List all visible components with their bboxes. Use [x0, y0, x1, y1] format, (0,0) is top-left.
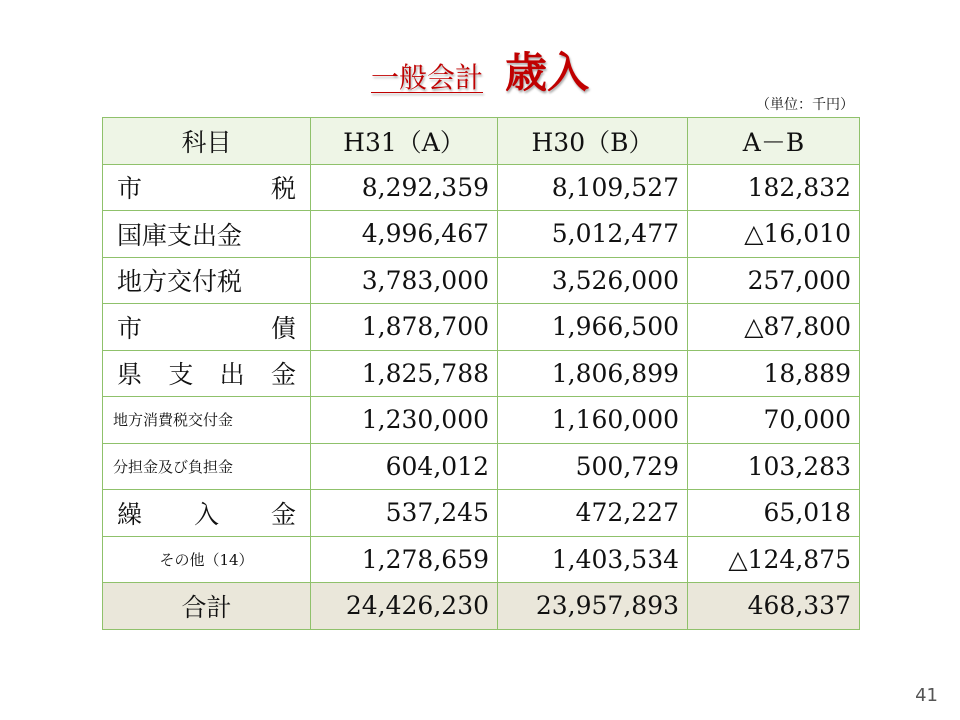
row-diff: 257,000: [688, 257, 860, 304]
header-h31: H31（A）: [311, 118, 498, 165]
row-h31: 3,783,000: [311, 257, 498, 304]
row-label: 市 税: [103, 164, 311, 211]
row-label: 国庫支出金: [103, 211, 311, 258]
row-h30: 3,526,000: [498, 257, 688, 304]
row-h31: 604,012: [311, 443, 498, 490]
slide-title: [0, 48, 960, 97]
table-header-row: [103, 118, 860, 165]
row-h30: 1,966,500: [498, 304, 688, 351]
row-diff: △16,010: [688, 211, 860, 258]
row-h30: 1,403,534: [498, 536, 688, 583]
total-row: [103, 583, 860, 630]
row-diff: △124,875: [688, 536, 860, 583]
row-diff: 70,000: [688, 397, 860, 444]
table-row: [103, 257, 860, 304]
page-number: 41: [915, 685, 938, 706]
row-h30: 8,109,527: [498, 164, 688, 211]
row-h31: 1,230,000: [311, 397, 498, 444]
table-row: [103, 164, 860, 211]
row-label: 分担金及び負担金: [103, 443, 311, 490]
row-h30: 472,227: [498, 490, 688, 537]
table-row: [103, 536, 860, 583]
total-diff: 468,337: [688, 583, 860, 630]
total-h30: 23,957,893: [498, 583, 688, 630]
title-revenue: 歳入: [505, 48, 590, 97]
row-diff: 65,018: [688, 490, 860, 537]
total-label: 合計: [103, 583, 311, 630]
row-h30: 1,160,000: [498, 397, 688, 444]
row-h31: 537,245: [311, 490, 498, 537]
row-h30: 500,729: [498, 443, 688, 490]
table-row: [103, 397, 860, 444]
row-h31: 4,996,467: [311, 211, 498, 258]
row-diff: 182,832: [688, 164, 860, 211]
table-row: [103, 350, 860, 397]
row-label: 市 債: [103, 304, 311, 351]
table-row: [103, 490, 860, 537]
total-h31: 24,426,230: [311, 583, 498, 630]
row-label: その他（14）: [103, 536, 311, 583]
header-diff: A－B: [688, 118, 860, 165]
header-h30: H30（B）: [498, 118, 688, 165]
table-row: [103, 443, 860, 490]
header-item: 科目: [103, 118, 311, 165]
row-h31: 1,278,659: [311, 536, 498, 583]
row-h30: 1,806,899: [498, 350, 688, 397]
row-h31: 1,878,700: [311, 304, 498, 351]
revenue-table: [102, 117, 860, 630]
row-label: 地方交付税: [103, 257, 311, 304]
row-h31: 1,825,788: [311, 350, 498, 397]
table-row: [103, 304, 860, 351]
row-diff: △87,800: [688, 304, 860, 351]
row-label: 繰 入 金: [103, 490, 311, 537]
row-label: 地方消費税交付金: [103, 397, 311, 444]
row-h31: 8,292,359: [311, 164, 498, 211]
row-h30: 5,012,477: [498, 211, 688, 258]
row-diff: 18,889: [688, 350, 860, 397]
unit-note: （単位：千円）: [756, 97, 854, 113]
row-label: 県 支 出 金: [103, 350, 311, 397]
title-general-account: 一般会計: [370, 61, 483, 94]
table-row: [103, 211, 860, 258]
row-diff: 103,283: [688, 443, 860, 490]
